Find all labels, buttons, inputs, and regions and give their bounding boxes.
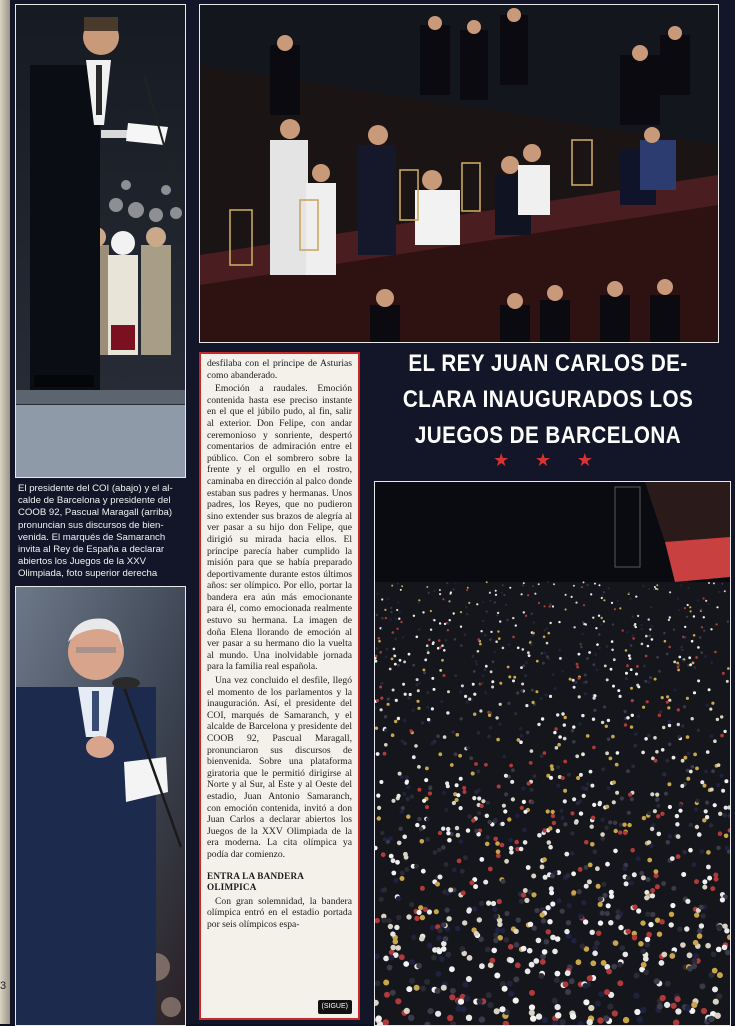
headline-line: EL REY JUAN CARLOS DE-: [408, 350, 688, 377]
caption-line: pronuncian sus discursos de bien-: [18, 519, 164, 531]
photo-royal-box: [199, 4, 719, 343]
photo-caption: [18, 483, 186, 581]
decorative-stars: ★ ★ ★: [493, 450, 603, 471]
photo-maragall-speech: [15, 4, 186, 478]
article-paragraph: Una vez concluido el desfile, llegó el momento de los parlamentos y la inauguración. Así, el presidente del COI, marqués de Samaranch, y el alcalde de Barcelona y presidente del COOB 92, Pascual Maragall, pronunciaron sus discursos de bienvenida. Sobre una plataforma giratoria que le permitió dirigirse al Norte y al Sur, al Este y al Oeste del estadio, Juan Antonio Samaranch, con emoción contenida, invitó a don Juan Carlos a declarar abiertos los Juegos de la XXV Olimpiada de la era moderna. La cita olímpica ya podía dar comienzo.: [207, 675, 352, 860]
headline: [393, 346, 703, 454]
page-number: 3: [0, 980, 7, 992]
headline-line: CLARA INAUGURADOS LOS: [402, 386, 694, 413]
caption-line: venida. El marqués de Samaranch: [18, 531, 166, 543]
photo-samaranch-speech: [15, 586, 186, 1026]
page-spine: [0, 0, 10, 1024]
article-body: [199, 352, 360, 1020]
headline-line: JUEGOS DE BARCELONA: [414, 422, 682, 449]
article-paragraph: Emoción a raudales. Emoción contenida hasta ese preciso instante en el que el júbilo pudo, al fin, salir al exterior. Don Felipe, con andar ceremonioso y sonriente, despertó comentarios de admiración entre el público. Con el sombrero sobre la frente y el orgullo en el rostro, caminaba en dirección al palco donde estaban sus padres y hermanas. Unos padres, los Reyes, que no pudieron sino extender sus brazos de alegría al ver pasar a su hijo don Felipe, que dirigió su mirada hacia ellos. El príncipe parecía haber cumplido la misión para que se había preparado deportivamente durante estos últimos años: ser olímpico. Por ello, portar la bandera era aún más emocionante para él, como emocionada realmente estuvo su hermana. La imagen de doña Elena llorando de emoción al ver pasar a su hermano dio la vuelta al mundo. Una inolvidable jornada para la familia real española.: [207, 383, 352, 673]
article-paragraph: desfilaba con el príncipe de Asturias como abanderado.: [207, 358, 352, 381]
photo-stadium-crowd: [374, 481, 731, 1026]
caption-line: abiertos los Juegos de la XXV: [18, 556, 146, 568]
caption-line: Olimpiada, foto superior derecha: [18, 568, 158, 580]
caption-line: COOB 92, Pascual Maragall (arriba): [18, 507, 173, 519]
caption-line: El presidente del COI (abajo) y el al-: [18, 483, 173, 494]
caption-line: calde de Barcelona y presidente del: [18, 495, 171, 507]
article-paragraph: Con gran solemnidad, la bandera olímpica entró en el estadio portada por seis olímpicos espa-: [207, 895, 352, 930]
article-subhead: ENTRA LA BANDERA OLIMPICA: [207, 870, 304, 893]
continue-label: (SIGUE): [318, 1000, 352, 1014]
caption-line: invita al Rey de España a declarar: [18, 544, 165, 556]
